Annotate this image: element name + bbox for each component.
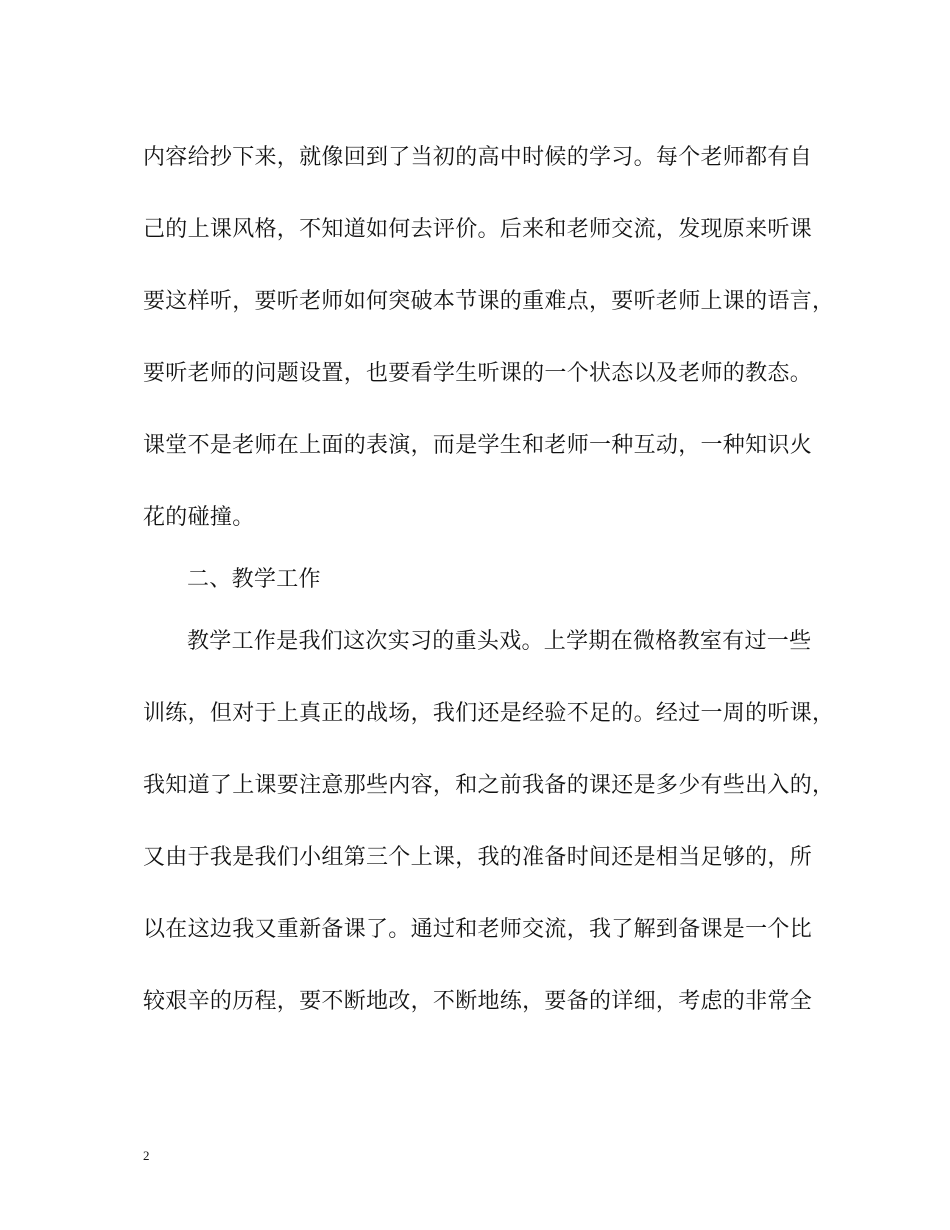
paragraph-line: 较艰辛的历程，要不断地改，不断地练，要备的详细，考虑的非常全 (143, 989, 813, 1014)
page-number: 2 (143, 1148, 150, 1163)
paragraph-line: 花的碰撞。 (143, 505, 255, 530)
paragraph-line: 己的上课风格，不知道如何去评价。后来和老师交流，发现原来听课 (143, 217, 813, 242)
paragraph-line: 要听老师的问题设置，也要看学生听课的一个状态以及老师的教态。 (143, 361, 813, 386)
paragraph-line: 课堂不是老师在上面的表演，而是学生和老师一种互动，一种知识火 (143, 433, 813, 458)
section-heading: 二、教学工作 (187, 567, 321, 592)
paragraph-line: 又由于我是我们小组第三个上课，我的准备时间还是相当足够的，所 (143, 845, 813, 870)
paragraph-line: 训练，但对于上真正的战场，我们还是经验不足的。经过一周的听课， (143, 701, 835, 726)
paragraph-line: 要这样听，要听老师如何突破本节课的重难点，要听老师上课的语言， (143, 289, 835, 314)
paragraph-line: 内容给抄下来，就像回到了当初的高中时候的学习。每个老师都有自 (143, 145, 813, 170)
paragraph-line: 教学工作是我们这次实习的重头戏。上学期在微格教室有过一些 (187, 629, 812, 654)
paragraph-line: 以在这边我又重新备课了。通过和老师交流，我了解到备课是一个比 (143, 917, 813, 942)
paragraph-line: 我知道了上课要注意那些内容，和之前我备的课还是多少有些出入的， (143, 773, 835, 798)
